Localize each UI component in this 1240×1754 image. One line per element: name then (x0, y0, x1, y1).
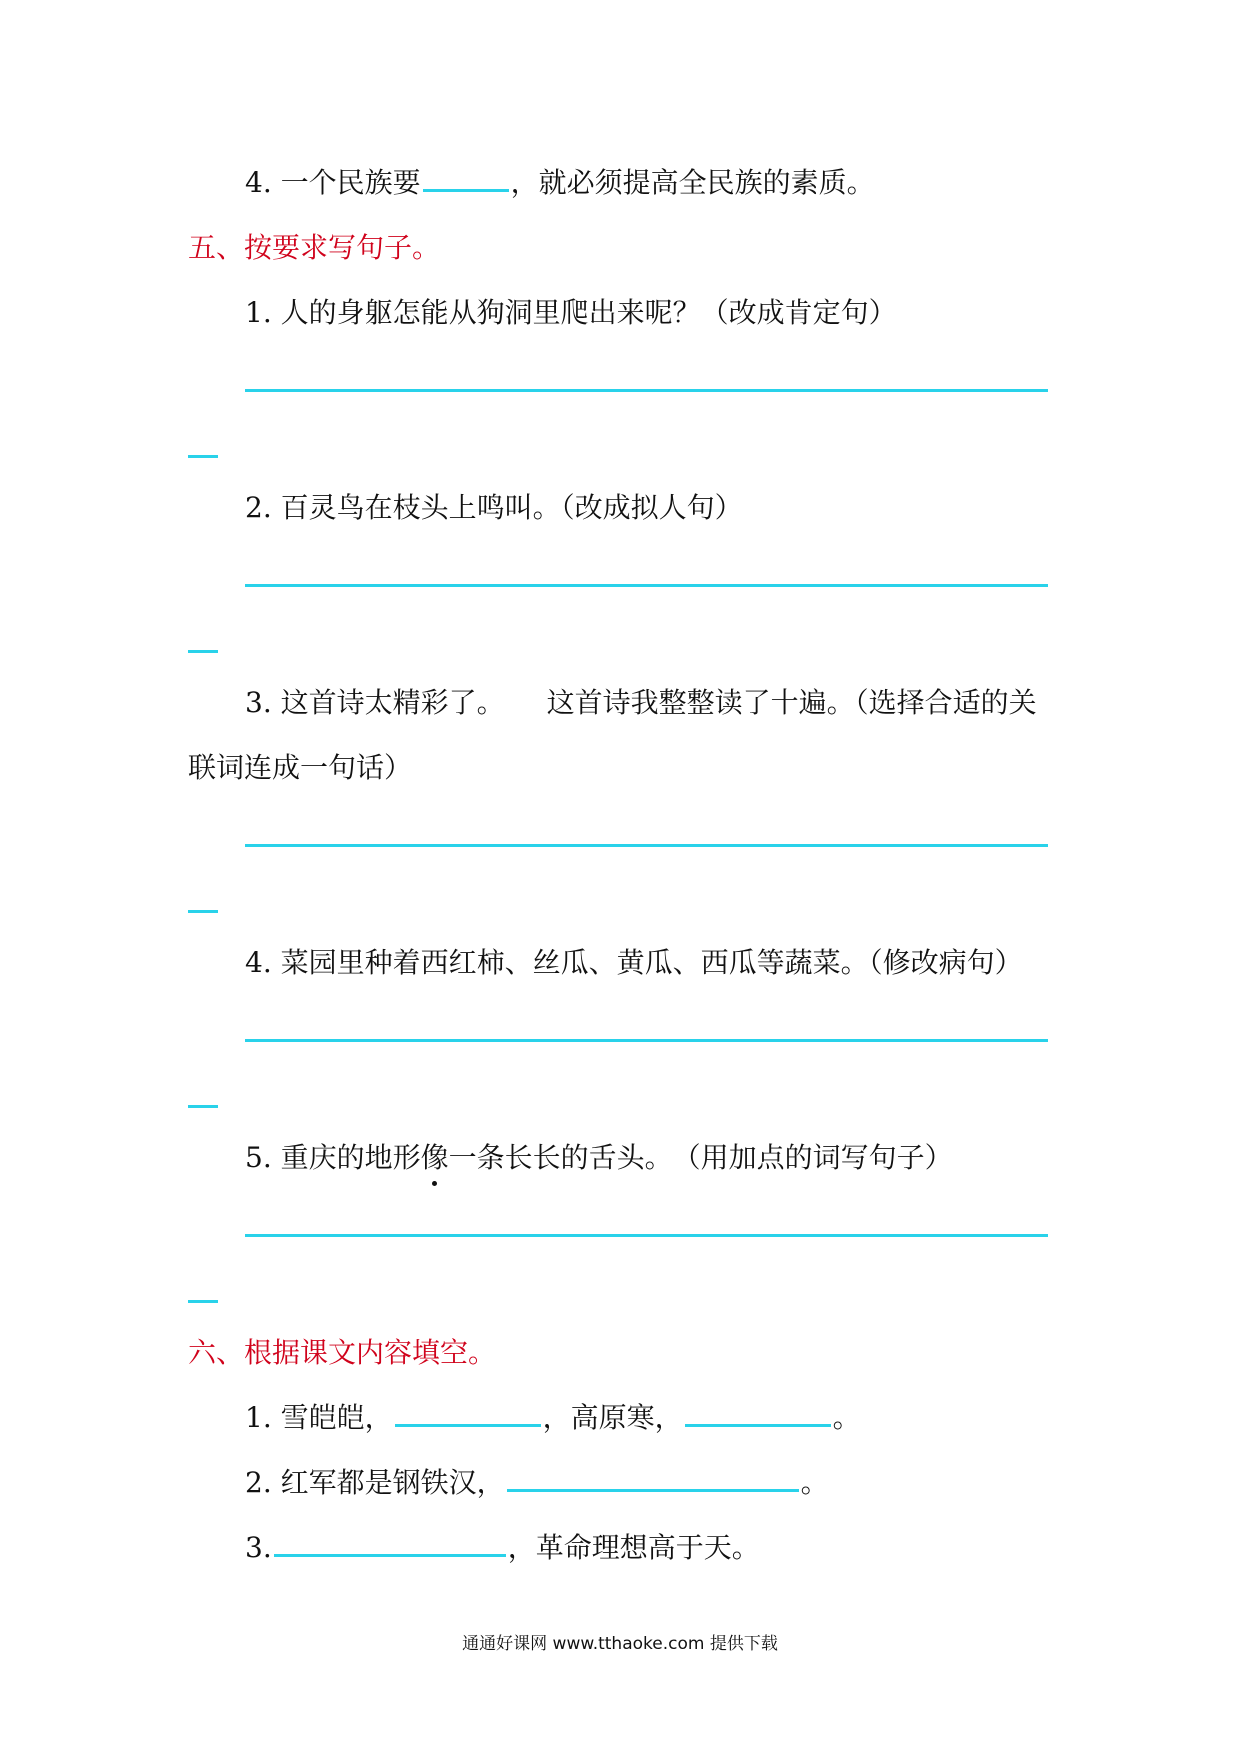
answer-line-continuation (188, 1105, 218, 1108)
question-text: ，高原寒， (542, 1401, 683, 1434)
answer-line-continuation (188, 455, 218, 458)
fill-blank[interactable] (423, 163, 509, 192)
question-text: 3. (245, 1531, 272, 1564)
question-5-1: 1. 人的身躯怎能从狗洞里爬出来呢？（改成肯定句） (245, 296, 897, 329)
answer-line[interactable] (245, 1039, 1048, 1042)
question-6-2 (245, 1463, 829, 1503)
fill-blank[interactable] (507, 1463, 799, 1492)
question-5-5 (245, 1138, 953, 1178)
answer-line-continuation (188, 650, 218, 653)
answer-line-continuation (188, 1300, 218, 1303)
fill-blank[interactable] (395, 1398, 541, 1427)
question-6-3 (245, 1528, 760, 1568)
question-5-4: 4. 菜园里种着西红柿、丝瓜、黄瓜、西瓜等蔬菜。（修改病句） (245, 946, 1023, 979)
answer-line-continuation (188, 910, 218, 913)
section-5-heading: 五、按要求写句子。 (188, 231, 441, 264)
answer-line[interactable] (245, 389, 1048, 392)
question-5-3-line2: 联词连成一句话） (188, 751, 413, 784)
question-6-1 (245, 1398, 861, 1438)
question-text: 。 (832, 1401, 861, 1434)
question-5-3-line1: 3. 这首诗太精彩了。 这首诗我整整读了十遍。（选择合适的关 (245, 686, 1037, 719)
question-text: 5. 重庆的地形 (245, 1141, 421, 1174)
page-footer: 通通好课网 www.tthaoke.com 提供下载 (462, 1634, 778, 1654)
question-text: 一条长长的舌头。 （用加点的词写句子） (448, 1141, 953, 1174)
question-text: 2. 红军都是钢铁汉， (245, 1466, 505, 1499)
question-text: 4. 一个民族要 (245, 166, 421, 199)
question-text: 。 (800, 1466, 829, 1499)
answer-line[interactable] (245, 1234, 1048, 1237)
fill-blank[interactable] (685, 1398, 831, 1427)
question-text: ，就必须提高全民族的素质。 (510, 166, 875, 199)
question-text: 1. 雪皑皑， (245, 1401, 393, 1434)
question-text: ，革命理想高于天。 (507, 1531, 760, 1564)
section-6-heading: 六、根据课文内容填空。 (188, 1336, 497, 1369)
question-4-4 (245, 163, 875, 203)
dotted-word: 像 (421, 1138, 449, 1178)
fill-blank[interactable] (274, 1528, 506, 1557)
question-5-2: 2. 百灵鸟在枝头上鸣叫。（改成拟人句） (245, 491, 743, 524)
answer-line[interactable] (245, 584, 1048, 587)
answer-line[interactable] (245, 844, 1048, 847)
